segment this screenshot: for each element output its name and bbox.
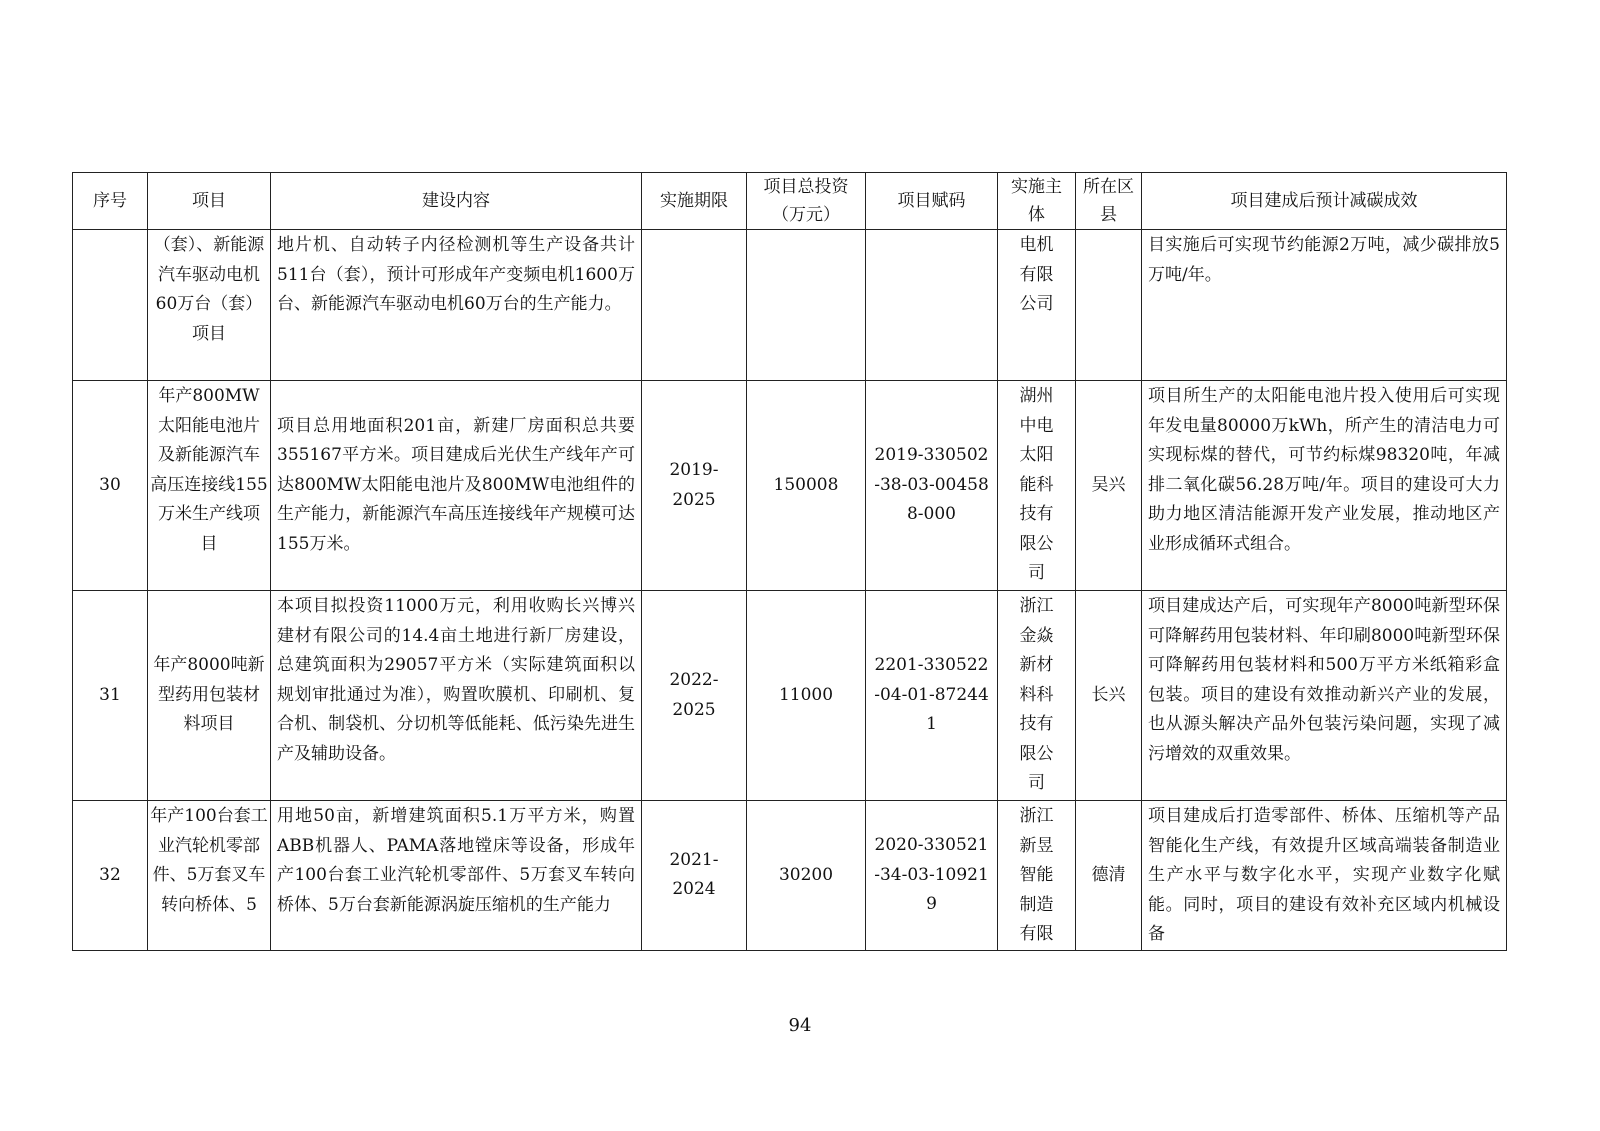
cell-effect: 目实施后可实现节约能源2万吨，减少碳排放5万吨/年。 [1142,230,1507,381]
cell-period: 2019-2025 [642,381,747,591]
header-seq: 序号 [73,173,148,230]
project-table [72,172,1507,951]
cell-entity: 湖州中电太阳能科技有限公司 [998,381,1076,591]
cell-content: 用地50亩，新增建筑面积5.1万平方米，购置ABB机器人、PAMA落地镗床等设备，形成年产100台套工业汽轮机零部件、5万套叉车转向桥体、5万台套新能源涡旋压缩机的生产能力 [271,801,642,951]
header-content: 建设内容 [271,173,642,230]
cell-project: 年产800MW太阳能电池片及新能源汽车高压连接线155万米生产线项目 [148,381,271,591]
cell-entity: 浙江金焱新材料科技有限公司 [998,591,1076,801]
cell-period: 2021-2024 [642,801,747,951]
header-period: 实施期限 [642,173,747,230]
cell-seq: 30 [73,381,148,591]
cell-seq [73,230,148,381]
cell-project: 年产100台套工业汽轮机零部件、5万套叉车转向桥体、5 [148,801,271,951]
table-row [73,230,1507,381]
cell-period [642,230,747,381]
cell-entity: 电机有限公司 [998,230,1076,381]
cell-content: 本项目拟投资11000万元，利用收购长兴博兴建材有限公司的14.4亩土地进行新厂房建设，总建筑面积为29057平方米（实际建筑面积以规划审批通过为准），购置吹膜机、印刷机、复合机、制袋机、分切机等低能耗、低污染先进生产及辅助设备。 [271,591,642,801]
cell-content: 地片机、自动转子内径检测机等生产设备共计511台（套），预计可形成年产变频电机1600万台、新能源汽车驱动电机60万台的生产能力。 [271,230,642,381]
cell-seq: 31 [73,591,148,801]
header-investment: 项目总投资（万元） [747,173,866,230]
page-number: 94 [788,1015,812,1036]
table-header-row [73,173,1507,230]
cell-county: 长兴 [1076,591,1142,801]
cell-county: 吴兴 [1076,381,1142,591]
header-entity: 实施主体 [998,173,1076,230]
cell-period: 2022-2025 [642,591,747,801]
cell-code [866,230,998,381]
cell-effect: 项目建成后打造零部件、桥体、压缩机等产品智能化生产线，有效提升区域高端装备制造业生产水平与数字化水平，实现产业数字化赋能。同时，项目的建设有效补充区域内机械设备 [1142,801,1507,951]
cell-investment [747,230,866,381]
header-code: 项目赋码 [866,173,998,230]
cell-code: 2201-330522-04-01-872441 [866,591,998,801]
cell-code: 2019-330502-38-03-004588-000 [866,381,998,591]
cell-county [1076,230,1142,381]
cell-entity: 浙江新昱智能制造有限 [998,801,1076,951]
cell-investment: 30200 [747,801,866,951]
cell-investment: 150008 [747,381,866,591]
cell-content: 项目总用地面积201亩，新建厂房面积总共要355167平方米。项目建成后光伏生产线年产可达800MW太阳能电池片及800MW电池组件的生产能力，新能源汽车高压连接线年产规模可达155万米。 [271,381,642,591]
header-county: 所在区县 [1076,173,1142,230]
cell-effect: 项目所生产的太阳能电池片投入使用后可实现年发电量80000万kWh，所产生的清洁电力可实现标煤的替代，可节约标煤98320吨，年减排二氧化碳56.28万吨/年。项目的建设可大力助力地区清洁能源开发产业发展，推动地区产业形成循环式组合。 [1142,381,1507,591]
cell-effect: 项目建成达产后，可实现年产8000吨新型环保可降解药用包装材料、年印刷8000吨新型环保可降解药用包装材料和500万平方米纸箱彩盒包装。项目的建设有效推动新兴产业的发展，也从源头解决产品外包装污染问题，实现了减污增效的双重效果。 [1142,591,1507,801]
cell-county: 德清 [1076,801,1142,951]
table-row [73,591,1507,801]
cell-code: 2020-330521-34-03-109219 [866,801,998,951]
header-effect: 项目建成后预计减碳成效 [1142,173,1507,230]
table-row [73,801,1507,951]
cell-project: 年产8000吨新型药用包装材料项目 [148,591,271,801]
cell-seq: 32 [73,801,148,951]
header-project: 项目 [148,173,271,230]
table-row [73,381,1507,591]
cell-investment: 11000 [747,591,866,801]
cell-project: （套）、新能源汽车驱动电机60万台（套）项目 [148,230,271,381]
